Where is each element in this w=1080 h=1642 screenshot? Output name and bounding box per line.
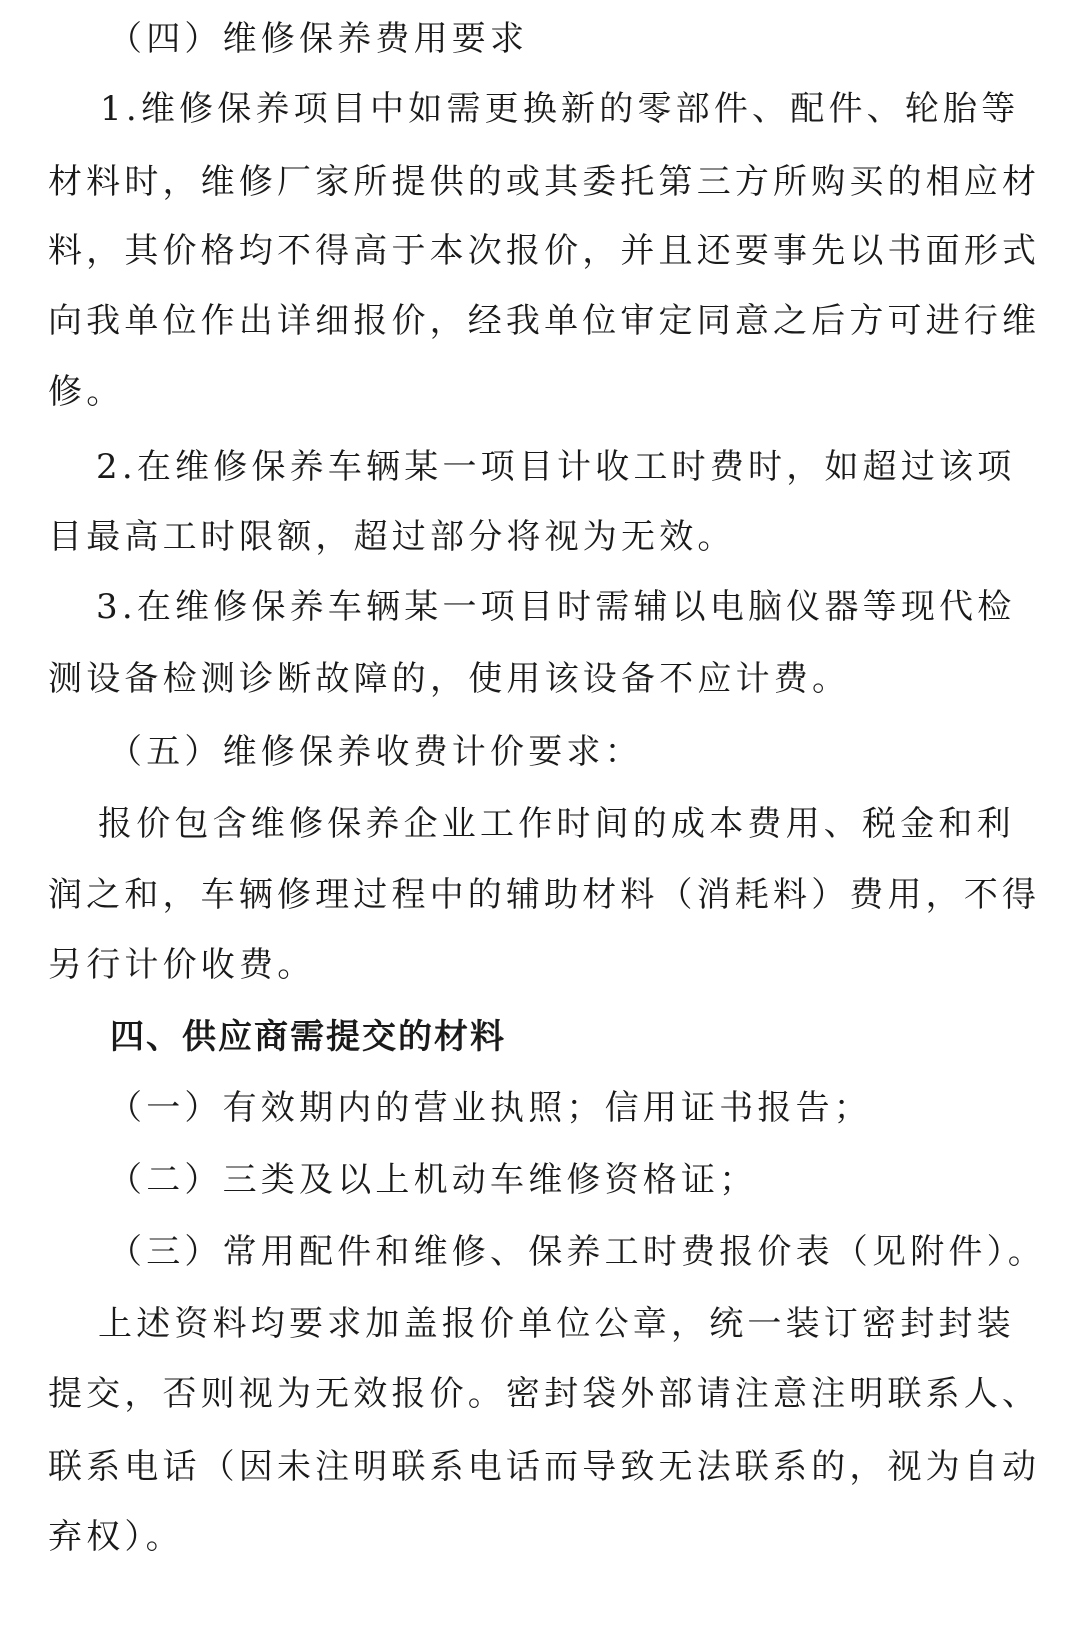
paragraph-line: 2.在维修保养车辆某一项目计收工时费时，如超过该项 xyxy=(96,447,1016,487)
paragraph-line: 1.维修保养项目中如需更换新的零部件、配件、轮胎等 xyxy=(100,89,1020,129)
paragraph-line: 提交，否则视为无效报价。密封袋外部请注意注明联系人、 xyxy=(48,1374,1038,1414)
paragraph-line: 3.在维修保养车辆某一项目时需辅以电脑仪器等现代检 xyxy=(96,587,1016,627)
section-heading-supplier-materials: 四、供应商需提交的材料 xyxy=(110,1017,506,1057)
paragraph-line: 料，其价格均不得高于本次报价，并且还要事先以书面形式 xyxy=(48,231,1038,271)
subheading-fee-pricing-requirements: （五）维修保养收费计价要求： xyxy=(108,732,643,772)
list-item: （一）有效期内的营业执照；信用证书报告； xyxy=(108,1088,872,1128)
paragraph-line: 上述资料均要求加盖报价单位公章，统一装订密封封装 xyxy=(98,1304,1015,1344)
list-item: （二）三类及以上机动车维修资格证； xyxy=(108,1160,758,1200)
paragraph-line: 另行计价收费。 xyxy=(48,945,316,985)
list-item: （三）常用配件和维修、保养工时费报价表（见附件）。 xyxy=(108,1232,1046,1272)
paragraph-line: 测设备检测诊断故障的，使用该设备不应计费。 xyxy=(48,659,851,699)
paragraph-line: 润之和，车辆修理过程中的辅助材料（消耗料）费用，不得 xyxy=(48,875,1038,915)
paragraph-line: 报价包含维修保养企业工作时间的成本费用、税金和利 xyxy=(98,804,1015,844)
paragraph-line: 修。 xyxy=(48,372,125,412)
paragraph-line: 向我单位作出详细报价，经我单位审定同意之后方可进行维 xyxy=(48,301,1038,341)
paragraph-line: 联系电话（因未注明联系电话而导致无法联系的，视为自动 xyxy=(48,1447,1038,1487)
subheading-maintenance-cost-requirements: （四）维修保养费用要求 xyxy=(108,19,529,59)
paragraph-line: 弃权）。 xyxy=(48,1517,184,1557)
paragraph-line: 材料时，维修厂家所提供的或其委托第三方所购买的相应材 xyxy=(48,162,1038,202)
paragraph-line: 目最高工时限额，超过部分将视为无效。 xyxy=(48,517,736,557)
